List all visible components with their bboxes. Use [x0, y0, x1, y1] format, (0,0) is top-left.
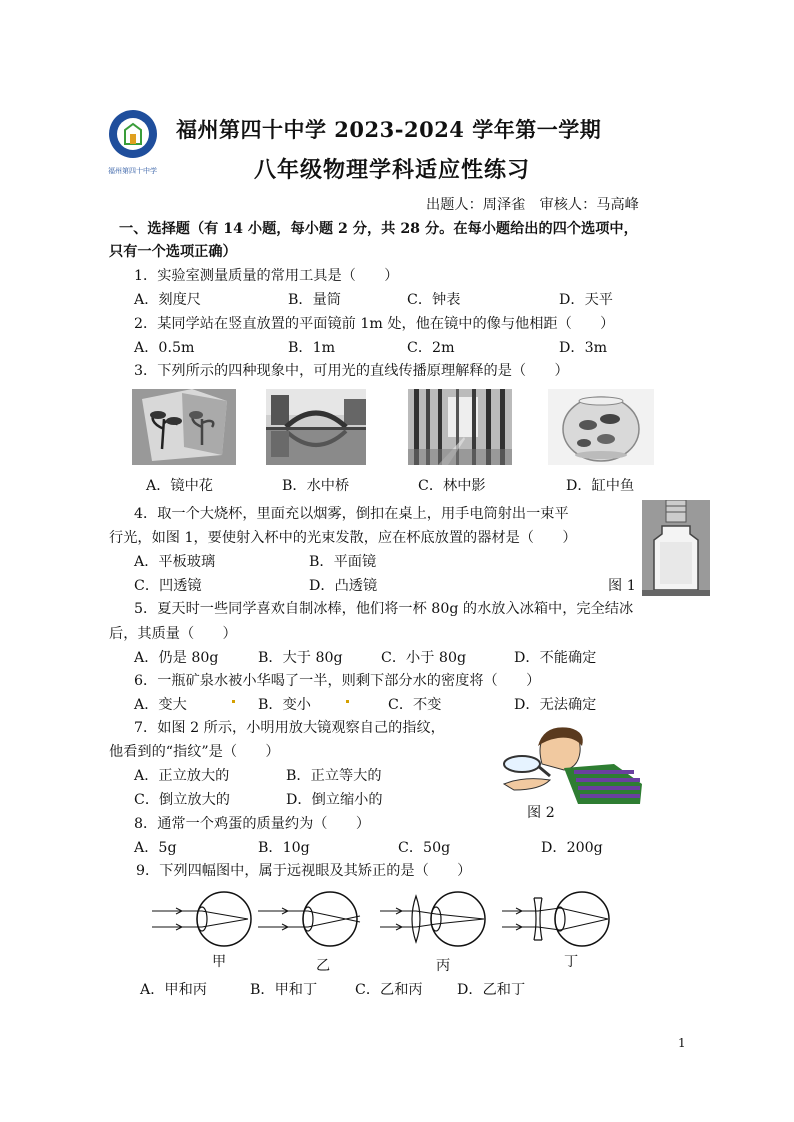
photo-bridge-reflection — [266, 389, 366, 465]
question-1: 1．实验室测量质量的常用工具是（ ） — [134, 268, 399, 284]
eye-diagram-bing — [380, 888, 490, 950]
q1-option-b: B．量筒 — [288, 292, 341, 308]
q4-option-b: B．平面镜 — [309, 554, 377, 570]
question-4-cont: 行光，如图 1，要使射入杯中的光束发散，应在杯底放置的器材是（ ） — [109, 530, 577, 546]
q5-option-d: D．不能确定 — [514, 650, 597, 666]
q7-option-a: A．正立放大的 — [134, 768, 230, 784]
photo-mirror-flower — [132, 389, 236, 465]
q8-option-b: B．10g — [258, 840, 310, 856]
q5-option-a: A．仍是 80g — [134, 650, 219, 666]
question-7-cont: 他看到的“指纹”是（ ） — [109, 744, 280, 760]
q9-option-d: D．乙和丁 — [457, 982, 526, 998]
q3-option-d: D．缸中鱼 — [566, 478, 635, 494]
page-subtitle: 八年级物理学科适应性练习 — [254, 157, 531, 183]
q5-option-b: B．大于 80g — [258, 650, 343, 666]
logo-text: 福州第四十中学 — [108, 167, 157, 175]
q2-option-b: B．1m — [288, 340, 336, 356]
section-heading-cont: 只有一个选项正确） — [109, 244, 237, 260]
q4-option-c: C．凹透镜 — [134, 578, 202, 594]
eye-diagram-yi — [258, 888, 368, 950]
diagram-label-yi: 乙 — [316, 958, 331, 974]
q2-option-c: C．2m — [407, 340, 455, 356]
figure-1-beaker — [642, 500, 710, 596]
decorative-dot — [346, 700, 349, 703]
q9-option-a: A．甲和丙 — [140, 982, 207, 998]
diagram-label-ding: 丁 — [564, 954, 579, 970]
q6-option-c: C．不变 — [388, 697, 442, 713]
q3-option-c: C．林中影 — [418, 478, 486, 494]
question-7: 7．如图 2 所示，小明用放大镜观察自己的指纹， — [134, 720, 445, 736]
page-title: 福州第四十中学 2023-2024 学年第一学期 — [176, 117, 602, 142]
q6-option-d: D．无法确定 — [514, 697, 597, 713]
q8-option-c: C．50g — [398, 840, 451, 856]
question-5: 5．夏天时一些同学喜欢自制冰棒，他们将一杯 80g 的水放入冰箱中，完全结冰 — [134, 601, 634, 617]
eye-diagram-jia — [152, 888, 256, 950]
q1-option-d: D．天平 — [559, 292, 613, 308]
question-9: 9．下列四幅图中，属于远视眼及其矫正的是（ ） — [136, 863, 472, 879]
q4-option-d: D．凸透镜 — [309, 578, 378, 594]
figure-2-caption: 图 2 — [527, 805, 555, 821]
q1-option-a: A．刻度尺 — [134, 292, 201, 308]
q4-option-a: A．平板玻璃 — [134, 554, 216, 570]
diagram-label-bing: 丙 — [436, 958, 451, 974]
q1-option-c: C．钟表 — [407, 292, 461, 308]
question-5-cont: 后，其质量（ ） — [109, 626, 237, 642]
q2-option-a: A．0.5m — [134, 340, 195, 356]
q3-option-b: B．水中桥 — [282, 478, 350, 494]
q6-option-a: A．变大 — [134, 697, 187, 713]
section-heading: 一、选择题（有 14 小题，每小题 2 分，共 28 分。在每小题给出的四个选项中， — [119, 221, 638, 237]
authors-line: 出题人：周泽雀 审核人：马高峰 — [426, 197, 639, 213]
q6-option-b: B．变小 — [258, 697, 311, 713]
question-8: 8．通常一个鸡蛋的质量约为（ ） — [134, 816, 371, 832]
question-4: 4．取一个大烧杯，里面充以烟雾，倒扣在桌上，用手电筒射出一束平 — [134, 506, 569, 522]
decorative-dot — [232, 700, 235, 703]
q3-option-a: A．镜中花 — [146, 478, 213, 494]
question-3: 3．下列所示的四种现象中，可用光的直线传播原理解释的是（ ） — [134, 363, 569, 379]
q8-option-d: D．200g — [541, 840, 603, 856]
q8-option-a: A．5g — [134, 840, 177, 856]
photo-forest-shadow — [408, 389, 512, 465]
question-6: 6．一瓶矿泉水被小华喝了一半，则剩下部分水的密度将（ ） — [134, 673, 541, 689]
q9-option-c: C．乙和丙 — [355, 982, 423, 998]
q7-option-c: C．倒立放大的 — [134, 792, 230, 808]
diagram-label-jia: 甲 — [212, 954, 227, 970]
question-2: 2．某同学站在竖直放置的平面镜前 1m 处，他在镜中的像与他相距（ ） — [134, 316, 615, 332]
figure-2-magnifier-boy — [494, 724, 644, 804]
page-number: 1 — [678, 1036, 686, 1050]
eye-diagram-ding — [502, 888, 612, 950]
figure-1-caption: 图 1 — [608, 578, 636, 594]
q7-option-d: D．倒立缩小的 — [286, 792, 383, 808]
q9-option-b: B．甲和丁 — [250, 982, 318, 998]
q5-option-c: C．小于 80g — [381, 650, 467, 666]
q2-option-d: D．3m — [559, 340, 608, 356]
q7-option-b: B．正立等大的 — [286, 768, 382, 784]
photo-fish-bowl — [548, 389, 654, 465]
